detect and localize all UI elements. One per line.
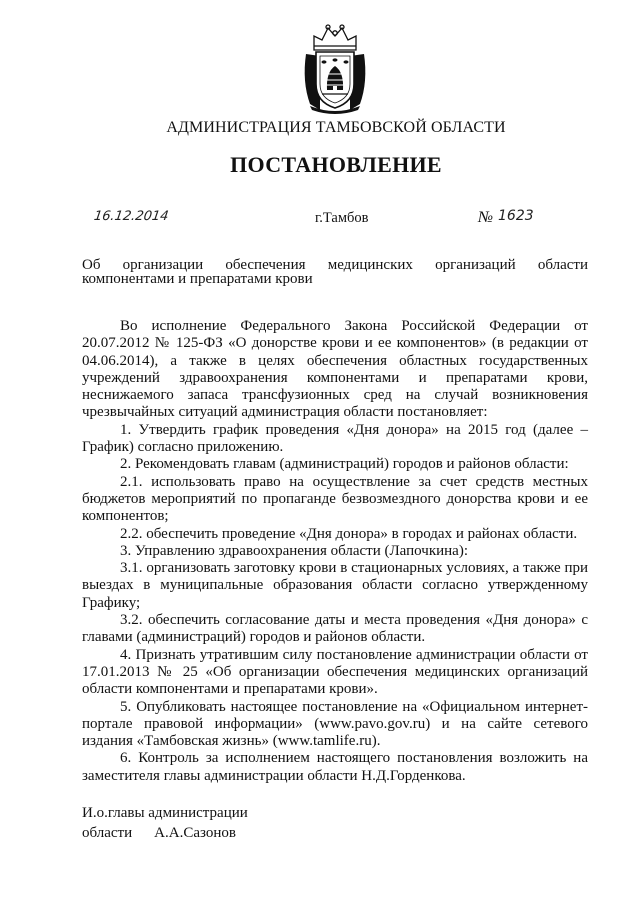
document-subject: Об организации обеспечения медицинских организаций области компонентами и препаратами крови: [82, 257, 588, 287]
organization-name: АДМИНИСТРАЦИЯ ТАМБОВСКОЙ ОБЛАСТИ: [166, 119, 506, 136]
clause-paragraph: 3. Управлению здравоохранения области (Лапочкина):: [120, 542, 468, 559]
signatory-name: А.А.Сазонов: [154, 825, 236, 841]
signatory-row: [82, 823, 248, 843]
clause-paragraph: 1. Утвердить график проведения «Дня донора» на 2015 год (далее – График) согласно приложению.: [82, 421, 588, 456]
clause-paragraph: 4. Признать утратившим силу постановление администрации области от 17.01.2013 № 25 «Об организации обеспечения медицинских организаций области компонентами и препаратами крови».: [82, 646, 588, 698]
document-city: г.Тамбов: [315, 210, 369, 226]
document-date: 16.12.2014: [92, 209, 170, 224]
signature-block: [82, 803, 248, 843]
clause-paragraph: 3.2. обеспечить согласование даты и места проведения «Дня донора» с главами (администраций) городов и районов области.: [82, 612, 588, 646]
clause-paragraph: 2.1. использовать право на осуществление за счет средств местных бюджетов мероприятий по пропаганде безвозмездного донорства крови и ее компонентов;: [82, 473, 588, 525]
clause-paragraph: 3.1. организовать заготовку крови в стационарных условиях, а также при выездах в муниципальные образования области согласно утвержденному Графику;: [82, 560, 588, 611]
clause-paragraph: 2.2. обеспечить проведение «Дня донора» в городах и районах области.: [120, 525, 578, 542]
signatory-position: И.о.главы администрации: [82, 805, 248, 821]
coat-of-arms-icon: [300, 22, 370, 114]
document-type-heading: ПОСТАНОВЛЕНИЕ: [230, 152, 442, 177]
clause-paragraph: 2. Рекомендовать главам (администраций) городов и районов области:: [120, 456, 569, 473]
signatory-position-line2: области: [82, 825, 133, 841]
document-number: 1623: [498, 208, 534, 224]
clause-paragraph: 6. Контроль за исполнением настоящего постановления возложить на заместителя главы администрации области Н.Д.Горденкова.: [82, 750, 588, 784]
document-body: [82, 318, 588, 785]
preamble-paragraph: Во исполнение Федерального Закона Российской Федерации от 20.07.2012 № 125-ФЗ «О донорстве крови и ее компонентов» (в редакции от 04.06.2014), а также в целях обеспечения областных государственных учреждений здравоохранения компонентами и препаратами крови, неснижаемого запаса трансфузионных сред на случай возникновения чрезвычайных ситуаций администрация области постановляет:: [82, 318, 588, 421]
document-number-label: №: [478, 209, 494, 226]
clause-paragraph: 5. Опубликовать настоящее постановление на «Официальном интернет-портале правовой информации» (www.pavo.gov.ru) и на сайте сетевого издания «Тамбовская жизнь» (www.tamlife.ru).: [82, 698, 588, 750]
